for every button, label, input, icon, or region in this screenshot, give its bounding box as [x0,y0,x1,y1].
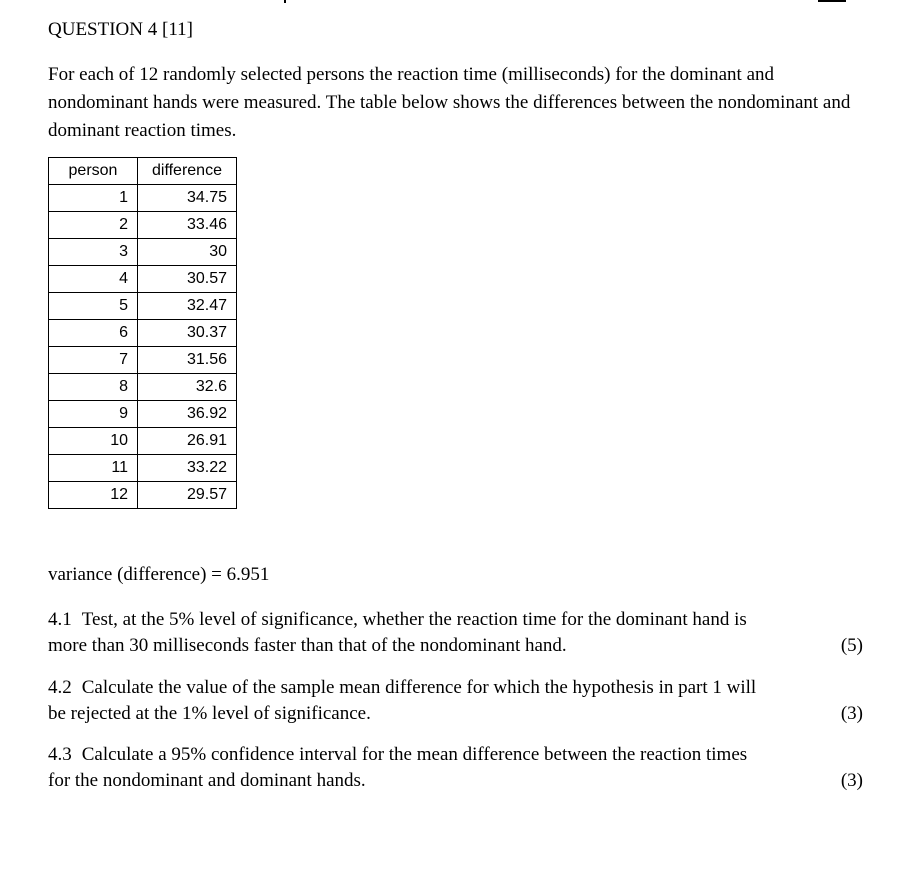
difference-cell: 30.57 [138,266,237,293]
question-text: Test, at the 5% level of significance, whether the reaction time for the dominant hand is [81,609,747,630]
question-text: more than 30 milliseconds faster than that of the nondominant hand. [48,635,567,656]
table-row [49,428,237,455]
person-cell: 4 [49,266,138,293]
table-header-row [49,158,237,185]
table-row [49,320,237,347]
question-number: 4.1 [48,609,72,630]
difference-cell: 34.75 [138,185,237,212]
table-row [49,185,237,212]
table-row [49,401,237,428]
table-row [49,293,237,320]
table-row [49,212,237,239]
question-text: be rejected at the 1% level of significance. [48,703,371,724]
question-title: QUESTION 4 [11] [48,19,193,40]
person-cell: 3 [49,239,138,266]
difference-cell: 33.22 [138,455,237,482]
person-cell: 6 [49,320,138,347]
person-cell: 7 [49,347,138,374]
top-cut-mark [284,0,286,3]
question-marks: (5) [840,635,863,656]
difference-cell: 32.6 [138,374,237,401]
question-text: for the nondominant and dominant hands. [48,770,366,791]
question-intro: For each of 12 randomly selected persons the reaction time (milliseconds) for the dominant and nondominant hands were measured. The table below shows the differences between the nondominant and dominant reaction times. [48,64,851,141]
variance-line: variance (difference) = 6.951 [48,564,270,585]
table-row [49,455,237,482]
top-cut-mark [818,0,846,2]
question-text: Calculate the value of the sample mean difference for which the hypothesis in part 1 will [81,677,757,698]
person-cell: 10 [49,428,138,455]
header-person: person [49,158,138,185]
table-row [49,482,237,509]
person-cell: 5 [49,293,138,320]
person-cell: 8 [49,374,138,401]
person-cell: 1 [49,185,138,212]
difference-cell: 31.56 [138,347,237,374]
header-difference: difference [138,158,237,185]
question-4-2 [48,675,863,727]
difference-cell: 33.46 [138,212,237,239]
question-4-3 [48,742,863,794]
difference-cell: 29.57 [138,482,237,509]
difference-cell: 26.91 [138,428,237,455]
difference-cell: 30.37 [138,320,237,347]
table-row [49,239,237,266]
question-marks: (3) [840,703,863,724]
person-cell: 2 [49,212,138,239]
question-number: 4.3 [48,744,72,765]
question-number: 4.2 [48,677,72,698]
table-body [49,185,237,509]
table-row [49,374,237,401]
person-cell: 9 [49,401,138,428]
table-row [49,266,237,293]
question-marks: (3) [840,770,863,791]
question-4-1 [48,607,863,659]
question-text: Calculate a 95% confidence interval for the mean difference between the reaction times [81,744,748,765]
difference-cell: 32.47 [138,293,237,320]
difference-cell: 30 [138,239,237,266]
difference-cell: 36.92 [138,401,237,428]
difference-table [48,157,237,509]
person-cell: 12 [49,482,138,509]
person-cell: 11 [49,455,138,482]
table-row [49,347,237,374]
